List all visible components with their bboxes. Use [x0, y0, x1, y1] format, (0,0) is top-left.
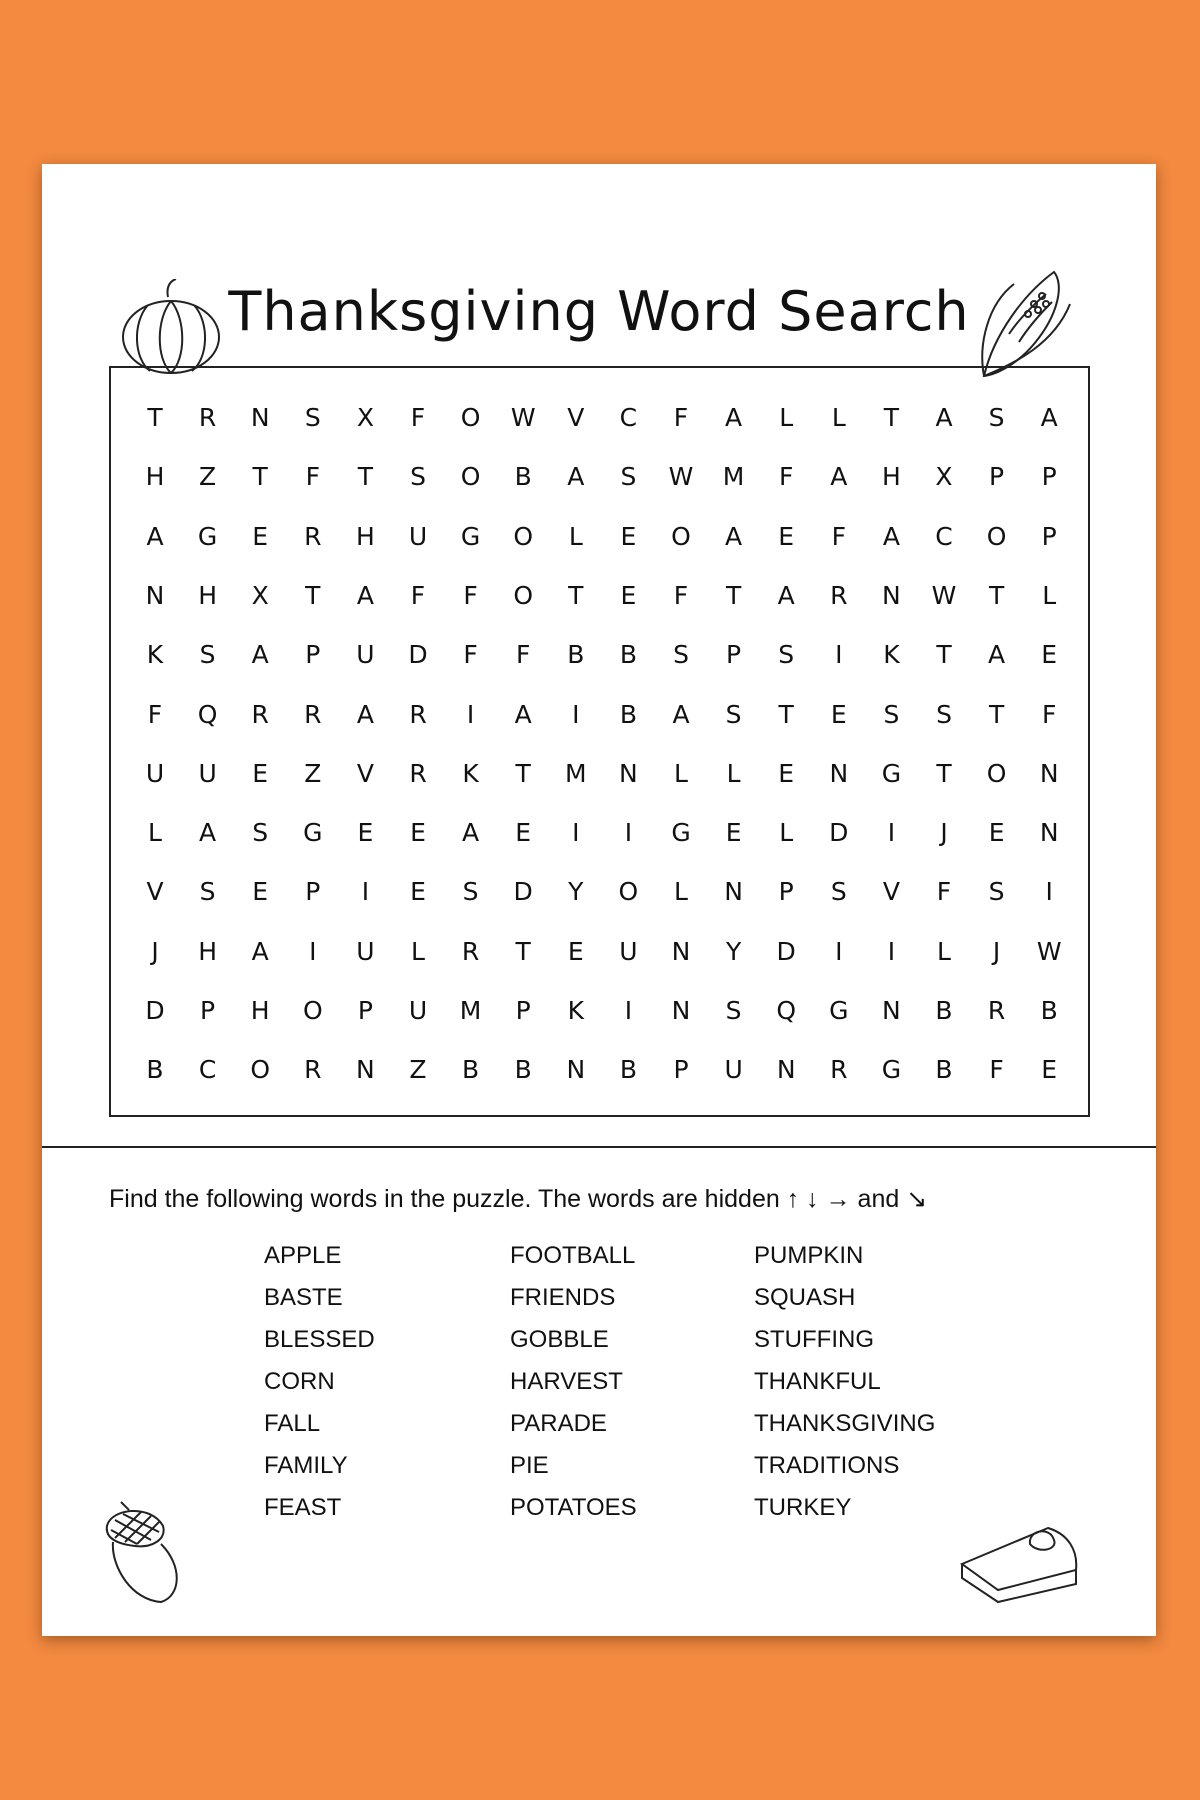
grid-letter: A — [672, 699, 690, 729]
grid-letter: S — [199, 640, 216, 670]
grid-letter: G — [303, 818, 323, 848]
worksheet-page — [42, 164, 1156, 1636]
grid-letter: O — [986, 521, 1007, 551]
grid-letter: N — [882, 580, 901, 610]
grid-letter: F — [147, 699, 163, 729]
grid-letter: Q — [776, 996, 797, 1025]
grid-letter: S — [936, 699, 952, 729]
grid-letter: A — [356, 699, 374, 729]
pie-slice-icon — [958, 1520, 1082, 1604]
grid-letter: E — [252, 521, 269, 551]
grid-letter: D — [408, 640, 428, 670]
word-list-item: FRIENDS — [510, 1284, 616, 1311]
grid-letter: E — [830, 699, 847, 729]
grid-letter: T — [988, 580, 1005, 610]
grid-letter: T — [305, 580, 321, 610]
grid-letter: O — [460, 403, 481, 432]
grid-letter: K — [567, 996, 584, 1025]
grid-letter: V — [882, 877, 900, 907]
grid-letter: H — [355, 521, 375, 551]
grid-letter: P — [989, 462, 1005, 492]
grid-letter: S — [725, 699, 742, 729]
grid-letter: T — [515, 758, 531, 788]
grid-letter: C — [619, 403, 638, 432]
grid-letter: N — [250, 403, 270, 432]
grid-letter: A — [725, 403, 743, 432]
grid-letter: D — [513, 877, 533, 907]
word-list-item: FEAST — [264, 1494, 342, 1521]
grid-letter: F — [463, 580, 478, 610]
grid-letter: L — [411, 936, 425, 966]
grid-letter: S — [620, 462, 637, 492]
grid-letter: N — [882, 996, 901, 1025]
grid-letter: B — [619, 640, 637, 670]
grid-letter: I — [835, 936, 843, 966]
grid-letter: X — [935, 462, 953, 492]
grid-letter: O — [618, 877, 639, 907]
grid-letter: R — [987, 996, 1006, 1025]
grid-letter: A — [356, 580, 374, 610]
grid-letter: T — [568, 580, 584, 610]
grid-letter: B — [462, 1055, 480, 1085]
grid-letter: I — [466, 699, 475, 729]
grid-letter: R — [461, 936, 480, 966]
grid-letter: U — [198, 758, 217, 788]
grid-letter: V — [356, 758, 374, 788]
grid-letter: N — [356, 1055, 375, 1085]
grid-letter: O — [302, 996, 323, 1025]
grid-letter: A — [251, 936, 269, 966]
word-list-item: CORN — [264, 1368, 335, 1395]
grid-letter: F — [831, 521, 846, 551]
grid-letter: R — [304, 699, 322, 729]
word-list-item: BLESSED — [264, 1326, 375, 1353]
grid-letter: G — [881, 1055, 902, 1085]
grid-letter: B — [1040, 996, 1058, 1025]
grid-letter: F — [778, 462, 794, 492]
grid-letter: B — [514, 1055, 532, 1085]
grid-letter: E — [620, 521, 637, 551]
grid-letter: B — [514, 462, 532, 492]
grid-letter: H — [250, 996, 270, 1025]
grid-letter: F — [410, 580, 426, 610]
grid-letter: G — [671, 818, 691, 848]
grid-letter: E — [410, 818, 426, 848]
grid-letter: B — [619, 699, 637, 729]
grid-letter: T — [147, 403, 163, 432]
grid-letter: T — [883, 403, 900, 432]
grid-letter: G — [460, 521, 481, 551]
grid-letter: H — [198, 580, 217, 610]
grid-letter: R — [304, 1055, 322, 1085]
grid-letter: G — [829, 996, 849, 1025]
acorn-icon — [101, 1496, 189, 1608]
grid-letter: U — [619, 936, 638, 966]
grid-letter: J — [151, 936, 159, 966]
grid-letter: K — [146, 640, 164, 670]
grid-letter: I — [624, 818, 633, 848]
word-list-item: TURKEY — [754, 1494, 852, 1521]
grid-letter: K — [883, 640, 900, 670]
grid-letter: S — [988, 877, 1005, 907]
grid-letter: A — [514, 699, 532, 729]
grid-letter: V — [567, 403, 585, 432]
grid-letter: E — [1041, 640, 1058, 670]
word-list-item: SQUASH — [754, 1284, 856, 1311]
grid-letter: I — [835, 640, 843, 670]
grid-letter: A — [725, 521, 743, 551]
word-list-item: TRADITIONS — [754, 1452, 900, 1479]
grid-letter: T — [778, 699, 794, 729]
grid-letter: I — [887, 818, 896, 848]
grid-letter: N — [724, 877, 743, 907]
grid-letter: S — [199, 877, 216, 907]
grid-letter: L — [779, 403, 794, 432]
grid-letter: S — [778, 640, 795, 670]
grid-letter: N — [566, 1055, 586, 1085]
grid-letter: E — [515, 818, 532, 848]
grid-letter: D — [776, 936, 796, 966]
grid-letter: I — [1045, 877, 1053, 907]
grid-letter: D — [145, 996, 165, 1025]
grid-letter: Y — [725, 936, 742, 966]
grid-letter: U — [724, 1055, 743, 1085]
grid-letter: A — [830, 462, 848, 492]
grid-letter: I — [887, 936, 896, 966]
grid-letter: A — [935, 403, 953, 432]
grid-letter: Z — [304, 758, 322, 788]
grid-letter: X — [251, 580, 269, 610]
grid-letter: N — [671, 996, 691, 1025]
grid-letter: L — [726, 758, 741, 788]
grid-letter: U — [356, 936, 375, 966]
grid-letter: R — [198, 403, 217, 432]
grid-letter: U — [408, 996, 428, 1025]
grid-letter: F — [305, 462, 320, 492]
grid-letter: L — [674, 877, 688, 907]
grid-letter: W — [1036, 936, 1062, 966]
grid-letter: S — [673, 640, 689, 670]
grid-letter: E — [778, 521, 795, 551]
grid-letter: A — [199, 818, 217, 848]
grid-letter: I — [572, 818, 580, 848]
grid-letter: N — [1039, 818, 1059, 848]
grid-letter: R — [304, 521, 322, 551]
grid-letter: W — [668, 462, 694, 492]
grid-letter: A — [251, 640, 269, 670]
grid-letter: N — [829, 758, 849, 788]
grid-letter: U — [356, 640, 375, 670]
grid-letter: N — [619, 758, 638, 788]
grid-letter: D — [829, 818, 849, 848]
word-list-item: FOOTBALL — [510, 1242, 636, 1269]
grid-letter: Z — [199, 462, 217, 492]
grid-letter: O — [250, 1055, 271, 1085]
word-list-item: THANKFUL — [754, 1368, 881, 1395]
word-search-grid — [109, 366, 1090, 1117]
grid-letter: E — [988, 818, 1005, 848]
grid-letter: H — [881, 462, 901, 492]
grid-letter: E — [410, 877, 426, 907]
grid-letter: A — [777, 580, 795, 610]
grid-letter: L — [937, 936, 951, 966]
grid-letter: V — [146, 877, 164, 907]
grid-letter: E — [357, 818, 374, 848]
grid-letter: T — [988, 699, 1005, 729]
grid-letter: B — [935, 1055, 953, 1085]
grid-letter: A — [882, 521, 900, 551]
grid-letter: O — [513, 580, 534, 610]
word-list-item: FALL — [264, 1410, 321, 1437]
grid-letter: B — [567, 640, 585, 670]
grid-letter: S — [410, 462, 426, 492]
grid-letter: S — [462, 877, 479, 907]
grid-letter: E — [778, 758, 795, 788]
grid-letter: Q — [197, 699, 218, 729]
grid-letter: F — [936, 877, 952, 907]
grid-letter: H — [145, 462, 165, 492]
grid-letter: S — [830, 877, 847, 907]
grid-letter: H — [198, 936, 217, 966]
grid-letter: E — [252, 758, 269, 788]
grid-letter: N — [776, 1055, 796, 1085]
grid-letter: G — [881, 758, 902, 788]
grid-letter: N — [671, 936, 691, 966]
divider — [42, 1146, 1156, 1148]
grid-letter: P — [357, 996, 373, 1025]
word-list-item: PIE — [510, 1452, 549, 1479]
grid-letter: I — [624, 996, 633, 1025]
grid-letter: S — [304, 403, 321, 432]
word-list-item: THANKSGIVING — [754, 1410, 936, 1437]
grid-letter: W — [510, 403, 536, 432]
grid-letter: E — [567, 936, 584, 966]
grid-letter: E — [252, 877, 269, 907]
grid-letter: C — [935, 521, 953, 551]
word-list-item: POTATOES — [510, 1494, 637, 1521]
grid-letter: F — [463, 640, 478, 670]
grid-letter: E — [725, 818, 742, 848]
word-list-item: BASTE — [264, 1284, 343, 1311]
grid-letter: P — [1041, 521, 1057, 551]
grid-letter: W — [931, 580, 957, 610]
grid-letter: M — [459, 996, 482, 1025]
grid-letter: T — [725, 580, 742, 610]
grid-letter: P — [515, 996, 531, 1025]
grid-letter: K — [462, 758, 479, 788]
grid-letter: B — [935, 996, 953, 1025]
grid-letter: G — [197, 521, 218, 551]
word-list-item: GOBBLE — [510, 1326, 609, 1353]
grid-letter: J — [940, 818, 948, 848]
word-list-item: PARADE — [510, 1410, 607, 1437]
grid-letter: F — [989, 1055, 1004, 1085]
grid-letter: F — [1041, 699, 1057, 729]
grid-letter: P — [305, 877, 321, 907]
grid-letter: O — [513, 521, 534, 551]
grid-letter: N — [145, 580, 165, 610]
word-list-item: FAMILY — [264, 1452, 348, 1479]
grid-letter: F — [673, 580, 689, 610]
grid-letter: P — [778, 877, 794, 907]
grid-letter: R — [409, 699, 427, 729]
grid-letter: Z — [409, 1055, 427, 1085]
grid-letter: R — [830, 1055, 848, 1085]
grid-letter: P — [673, 1055, 689, 1085]
grid-letter: A — [988, 640, 1006, 670]
grid-letter: F — [515, 640, 531, 670]
word-list-item: APPLE — [264, 1242, 342, 1269]
grid-letter: R — [830, 580, 848, 610]
grid-letter: L — [779, 818, 794, 848]
grid-letter: O — [986, 758, 1007, 788]
grid-letter: E — [1041, 1055, 1058, 1085]
grid-letter: S — [252, 818, 269, 848]
page-title: Thanksgiving Word Search — [228, 280, 970, 343]
grid-letter: P — [726, 640, 742, 670]
grid-letter: L — [148, 818, 162, 848]
grid-letter: B — [619, 1055, 637, 1085]
grid-letter: I — [309, 936, 317, 966]
grid-letter: P — [200, 996, 216, 1025]
grid-letter: T — [357, 462, 374, 492]
grid-letter: L — [1042, 580, 1057, 610]
word-list-item: HARVEST — [510, 1368, 623, 1395]
grid-letter: C — [198, 1055, 217, 1085]
grid-letter: M — [722, 462, 745, 492]
grid-letter: I — [361, 877, 370, 907]
word-list-item: STUFFING — [754, 1326, 874, 1353]
grid-letter: F — [673, 403, 689, 432]
grid-letter: B — [146, 1055, 164, 1085]
grid-letter: L — [568, 521, 583, 551]
grid-letter: N — [1039, 758, 1059, 788]
grid-letter: P — [305, 640, 321, 670]
grid-letter: P — [1041, 462, 1057, 492]
grid-letter: S — [988, 403, 1005, 432]
grid-letter: R — [409, 758, 427, 788]
grid-letter: X — [356, 403, 374, 432]
grid-letter: T — [515, 936, 531, 966]
grid-letter: U — [408, 521, 428, 551]
grid-letter: A — [146, 521, 164, 551]
grid-letter: E — [620, 580, 637, 610]
grid-letter: L — [831, 403, 846, 432]
grid-letter: T — [252, 462, 268, 492]
grid-letter: U — [145, 758, 165, 788]
word-list-item: PUMPKIN — [754, 1242, 864, 1269]
grid-letter: R — [251, 699, 269, 729]
instructions: Find the following words in the puzzle. The words are hidden ↑ ↓ → and ↘ — [109, 1185, 928, 1213]
grid-letter: A — [567, 462, 585, 492]
grid-letter: S — [883, 699, 900, 729]
grid-letter: I — [572, 699, 580, 729]
grid-letter: T — [936, 640, 952, 670]
grid-letter: T — [936, 758, 952, 788]
grid-letter: F — [410, 403, 426, 432]
grid-letter: O — [671, 521, 691, 551]
grid-letter: M — [565, 758, 587, 788]
grid-letter: O — [460, 462, 481, 492]
grid-letter: S — [725, 996, 742, 1025]
grid-letter: L — [674, 758, 688, 788]
grid-letter: J — [992, 936, 1001, 966]
grid-letter: A — [1040, 403, 1058, 432]
grid-letter: Y — [568, 877, 584, 907]
grid-letter: A — [462, 818, 480, 848]
